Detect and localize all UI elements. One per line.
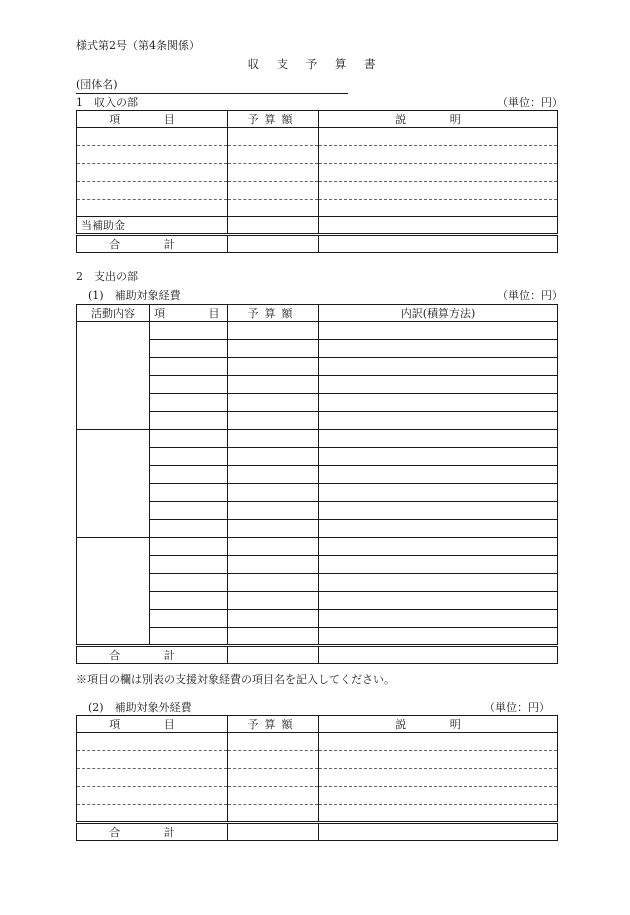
table-row (77, 751, 558, 769)
budget-cell[interactable] (228, 484, 319, 502)
income-table (76, 110, 558, 253)
detail-cell[interactable] (319, 394, 558, 412)
budget-cell[interactable] (228, 556, 319, 574)
activity-cell[interactable] (77, 430, 150, 538)
table-row (77, 128, 558, 146)
budget-cell[interactable] (228, 412, 319, 430)
eligible-total-label: 合 計 (77, 646, 228, 664)
table-row (77, 322, 558, 340)
table-row (77, 146, 558, 164)
item-cell[interactable] (150, 502, 228, 520)
income-budget-cell[interactable] (228, 146, 319, 164)
table-row (77, 610, 558, 628)
activity-cell[interactable] (77, 322, 150, 430)
ineligible-budget-cell[interactable] (228, 751, 319, 769)
income-col-budget: 予算額 (228, 111, 319, 128)
table-row (77, 164, 558, 182)
eligible-unit: （単位：円） (497, 289, 563, 302)
ineligible-unit: （単位：円） (484, 701, 550, 714)
income-budget-cell[interactable] (228, 200, 319, 217)
income-budget-cell[interactable] (228, 128, 319, 146)
item-cell[interactable] (150, 394, 228, 412)
table-row (77, 628, 558, 646)
detail-cell[interactable] (319, 412, 558, 430)
table-row (77, 538, 558, 556)
table-row (77, 466, 558, 484)
item-cell[interactable] (150, 412, 228, 430)
budget-cell[interactable] (228, 574, 319, 592)
eligible-col-detail: 内訳(積算方法) (319, 305, 558, 322)
budget-cell[interactable] (228, 394, 319, 412)
item-cell[interactable] (150, 628, 228, 646)
ineligible-desc-cell[interactable] (319, 733, 558, 751)
table-row (77, 769, 558, 787)
income-item-cell[interactable] (77, 164, 228, 182)
item-cell[interactable] (150, 574, 228, 592)
eligible-total-row (77, 646, 558, 664)
table-row (77, 394, 558, 412)
ineligible-budget-cell[interactable] (228, 733, 319, 751)
item-cell[interactable] (150, 520, 228, 538)
item-cell[interactable] (150, 358, 228, 376)
detail-cell[interactable] (319, 592, 558, 610)
ineligible-item-cell[interactable] (77, 805, 228, 823)
table-row (77, 520, 558, 538)
income-desc-cell[interactable] (319, 164, 558, 182)
ineligible-budget-cell[interactable] (228, 787, 319, 805)
budget-cell[interactable] (228, 592, 319, 610)
activity-cell[interactable] (77, 538, 150, 646)
detail-cell[interactable] (319, 430, 558, 448)
budget-cell[interactable] (228, 610, 319, 628)
income-budget-cell[interactable] (228, 182, 319, 200)
item-cell[interactable] (150, 484, 228, 502)
table-row (77, 182, 558, 200)
ineligible-item-cell[interactable] (77, 787, 228, 805)
income-item-cell[interactable] (77, 182, 228, 200)
table-row (77, 412, 558, 430)
income-desc-cell[interactable] (319, 200, 558, 217)
table-row (77, 787, 558, 805)
budget-cell[interactable] (228, 520, 319, 538)
ineligible-total-desc[interactable] (319, 823, 558, 841)
ineligible-desc-cell[interactable] (319, 751, 558, 769)
income-desc-cell[interactable] (319, 128, 558, 146)
item-cell[interactable] (150, 376, 228, 394)
table-row (77, 340, 558, 358)
ineligible-item-cell[interactable] (77, 751, 228, 769)
income-desc-cell[interactable] (319, 146, 558, 164)
ineligible-total-budget[interactable] (228, 823, 319, 841)
table-row (77, 805, 558, 823)
income-subsidy-budget[interactable] (228, 217, 319, 235)
table-row (77, 430, 558, 448)
table-row (77, 502, 558, 520)
table-row (77, 556, 558, 574)
item-cell[interactable] (150, 340, 228, 358)
ineligible-budget-cell[interactable] (228, 805, 319, 823)
item-cell[interactable] (150, 592, 228, 610)
item-cell[interactable] (150, 448, 228, 466)
detail-cell[interactable] (319, 358, 558, 376)
eligible-col-budget: 予算額 (228, 305, 319, 322)
expense-heading: 2 支出の部 (76, 270, 138, 283)
income-subsidy-desc[interactable] (319, 217, 558, 235)
organization-name-field[interactable] (76, 76, 348, 94)
budget-cell[interactable] (228, 430, 319, 448)
document-title: 収 支 予 算 書 (247, 57, 383, 71)
income-total-label: 合 計 (77, 235, 228, 253)
table-row (77, 448, 558, 466)
table-row (77, 574, 558, 592)
detail-cell[interactable] (319, 502, 558, 520)
table-row (77, 592, 558, 610)
item-cell[interactable] (150, 610, 228, 628)
ineligible-total-label: 合 計 (77, 823, 228, 841)
item-cell[interactable] (150, 556, 228, 574)
ineligible-desc-cell[interactable] (319, 805, 558, 823)
detail-cell[interactable] (319, 466, 558, 484)
ineligible-col-budget: 予算額 (228, 716, 319, 733)
income-col-item: 項 目 (77, 111, 228, 128)
ineligible-desc-cell[interactable] (319, 787, 558, 805)
ineligible-desc-cell[interactable] (319, 769, 558, 787)
eligible-col-item: 項 目 (150, 305, 228, 322)
eligible-total-detail[interactable] (319, 646, 558, 664)
eligible-table (76, 304, 558, 664)
table-row (77, 358, 558, 376)
ineligible-col-item: 項 目 (77, 716, 228, 733)
budget-cell[interactable] (228, 322, 319, 340)
budget-cell[interactable] (228, 358, 319, 376)
income-total-budget[interactable] (228, 235, 319, 253)
detail-cell[interactable] (319, 520, 558, 538)
detail-cell[interactable] (319, 340, 558, 358)
income-desc-cell[interactable] (319, 182, 558, 200)
budget-cell[interactable] (228, 466, 319, 484)
item-cell[interactable] (150, 322, 228, 340)
detail-cell[interactable] (319, 628, 558, 646)
budget-cell[interactable] (228, 376, 319, 394)
income-budget-cell[interactable] (228, 164, 319, 182)
item-cell[interactable] (150, 430, 228, 448)
ineligible-col-desc: 説 明 (319, 716, 558, 733)
table-row (77, 200, 558, 217)
ineligible-heading: (2) 補助対象外経費 (88, 701, 192, 714)
organization-label: (団体名) (76, 78, 118, 91)
income-subsidy-label: 当補助金 (77, 217, 228, 235)
detail-cell[interactable] (319, 574, 558, 592)
eligible-total-budget[interactable] (228, 646, 319, 664)
income-item-cell[interactable] (77, 200, 228, 217)
item-cell[interactable] (150, 466, 228, 484)
ineligible-item-cell[interactable] (77, 769, 228, 787)
eligible-col-activity: 活動内容 (77, 305, 150, 322)
income-unit: （単位：円） (497, 96, 563, 109)
budget-cell[interactable] (228, 538, 319, 556)
table-row (77, 376, 558, 394)
eligible-heading: (1) 補助対象経費 (88, 289, 181, 302)
budget-cell[interactable] (228, 628, 319, 646)
detail-cell[interactable] (319, 376, 558, 394)
table-row (77, 733, 558, 751)
income-item-cell[interactable] (77, 128, 228, 146)
item-cell[interactable] (150, 538, 228, 556)
ineligible-budget-cell[interactable] (228, 769, 319, 787)
detail-cell[interactable] (319, 484, 558, 502)
ineligible-item-cell[interactable] (77, 733, 228, 751)
budget-cell[interactable] (228, 448, 319, 466)
budget-cell[interactable] (228, 340, 319, 358)
ineligible-total-row (77, 823, 558, 841)
income-item-cell[interactable] (77, 146, 228, 164)
income-col-desc: 説 明 (319, 111, 558, 128)
detail-cell[interactable] (319, 538, 558, 556)
form-number: 様式第2号（第4条関係） (76, 39, 200, 52)
budget-cell[interactable] (228, 502, 319, 520)
income-subsidy-row (77, 217, 558, 235)
detail-cell[interactable] (319, 556, 558, 574)
income-total-desc[interactable] (319, 235, 558, 253)
ineligible-table (76, 715, 558, 841)
table-row (77, 484, 558, 502)
detail-cell[interactable] (319, 322, 558, 340)
eligible-note: ※項目の欄は別表の支援対象経費の項目名を記入してください。 (76, 673, 395, 686)
detail-cell[interactable] (319, 610, 558, 628)
income-heading: 1 収入の部 (76, 96, 138, 109)
detail-cell[interactable] (319, 448, 558, 466)
income-total-row (77, 235, 558, 253)
